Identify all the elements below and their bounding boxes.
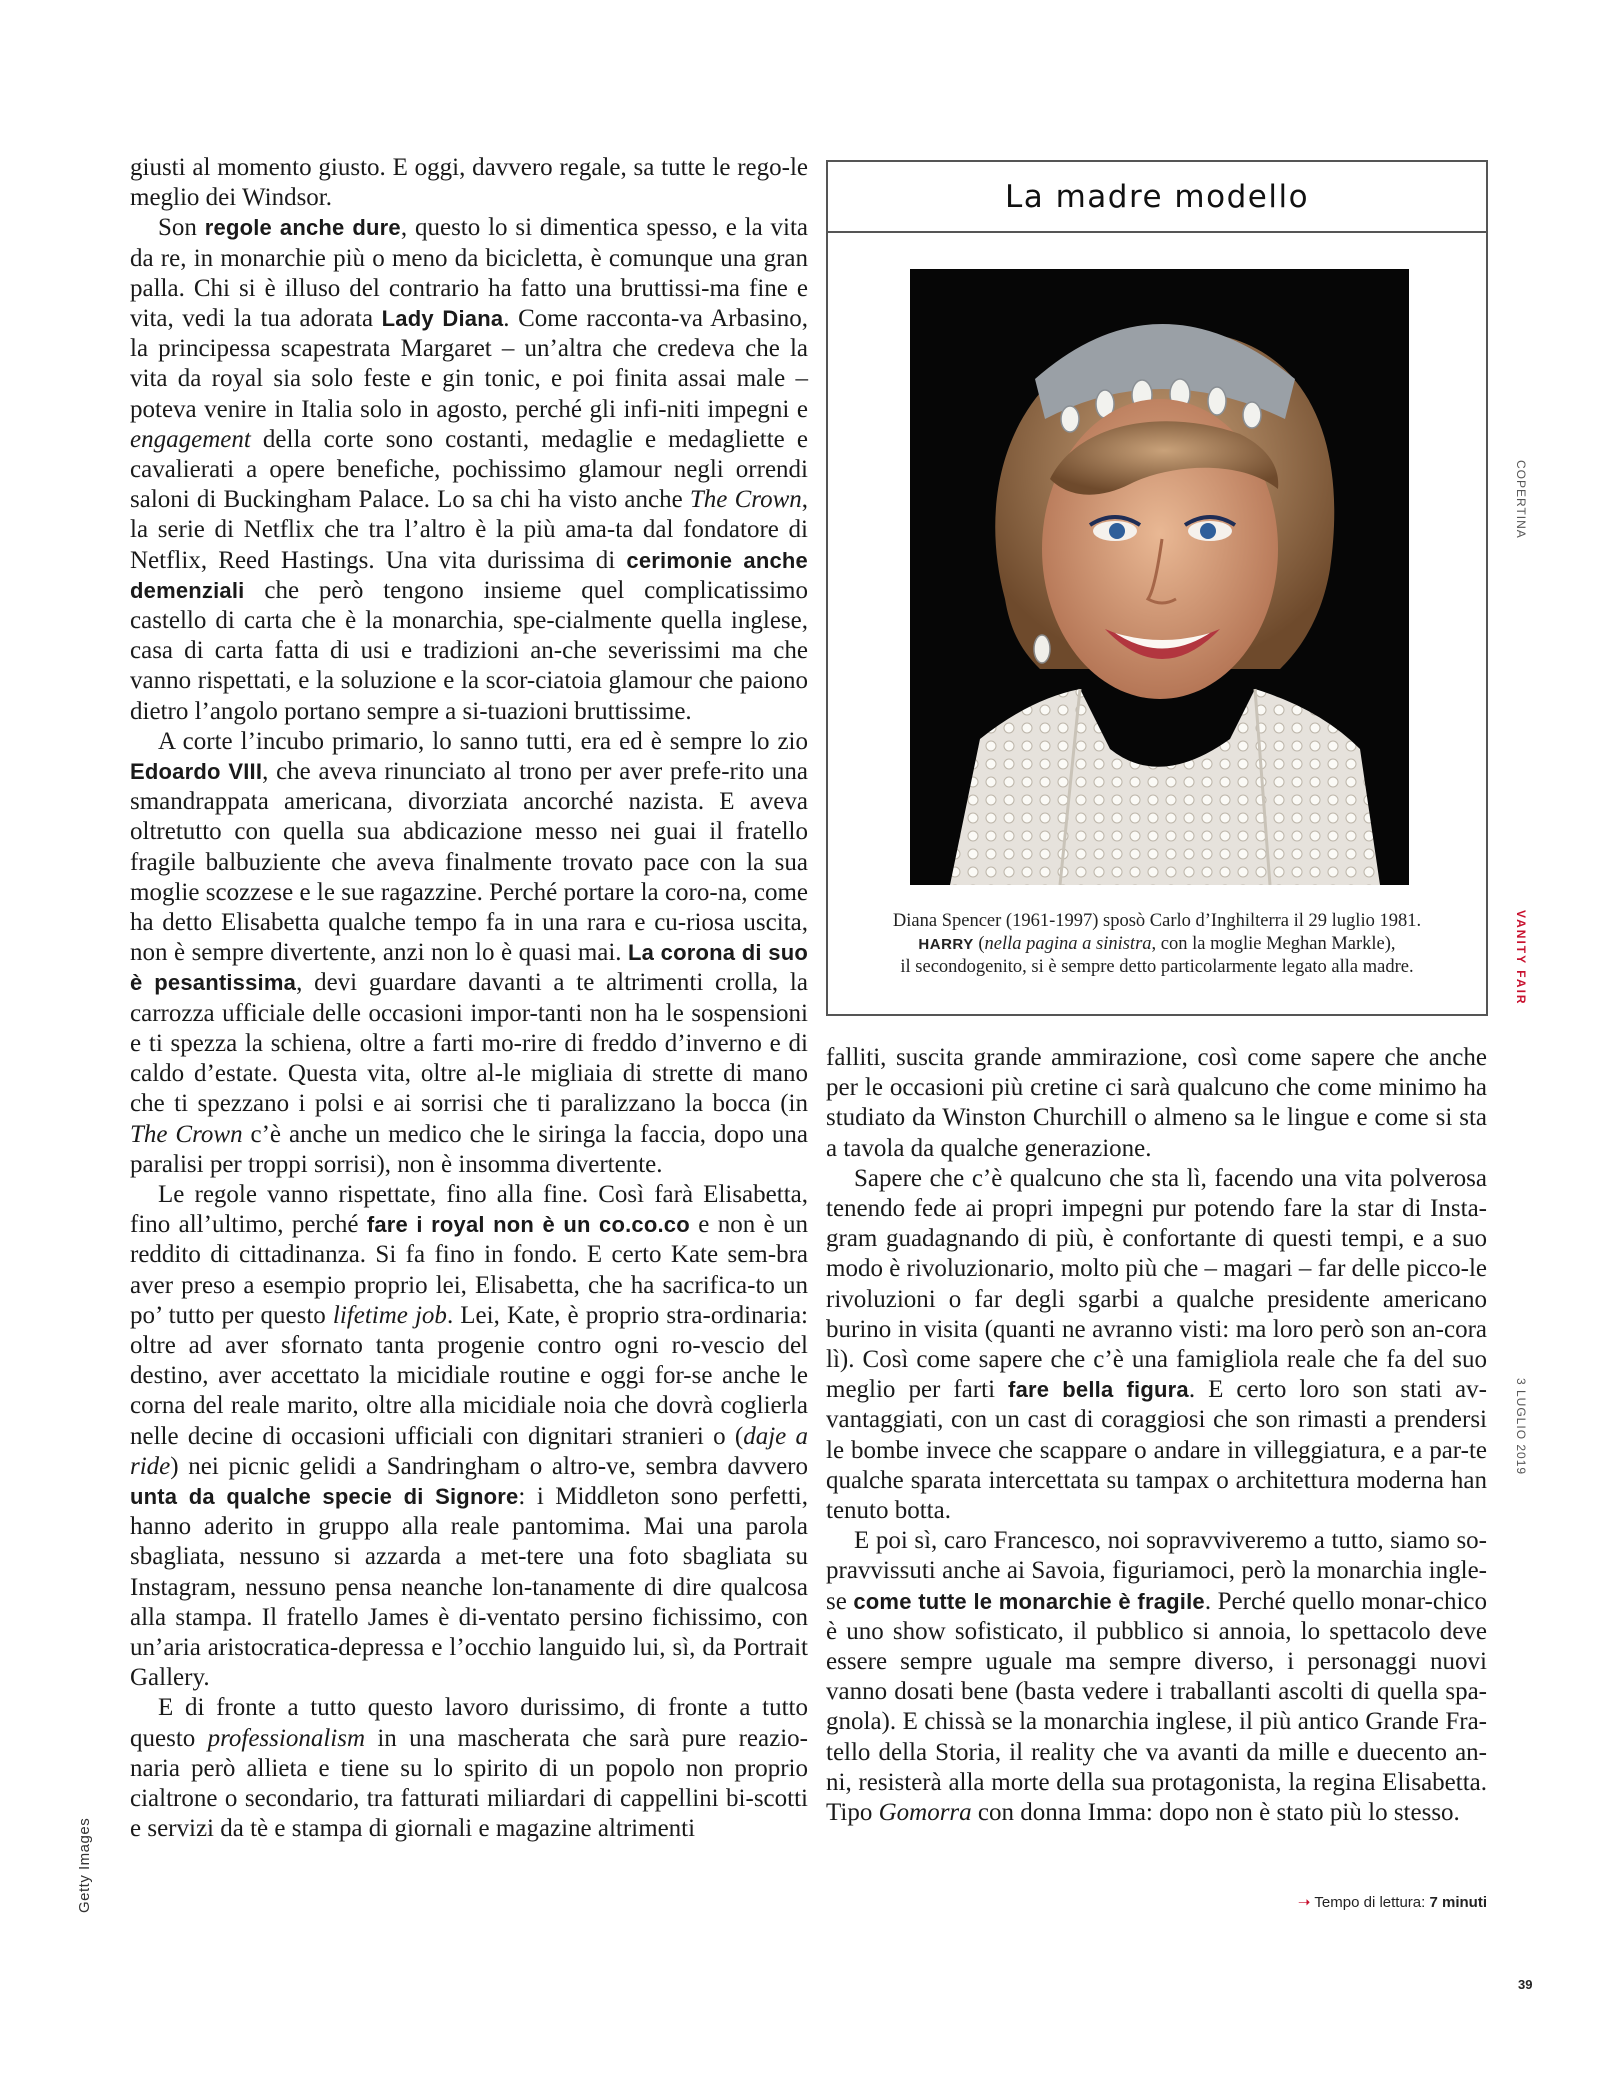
paragraph: E di fronte a tutto questo lavoro durissimo, di fronte a tutto questo professionalism in una mascherata che sarà pure reazio-naria però allieta e tiene su lo spirito di un popolo non proprio cialtrone o secondario, tra fatturati miliardari di cappellini bi-scotti e servizi da tè e stampa di giornali e magazine altrimenti [130, 1694, 808, 1843]
paragraph: giusti al momento giusto. E oggi, davvero regale, sa tutte le rego-le meglio dei Windsor. [130, 154, 808, 212]
paragraph: Le regole vanno rispettate, fino alla fine. Così farà Elisabetta, fino all’ultimo, perché fare i royal non è un co.co.co e non è un reddito di cittadinanza. Si fa fino in fondo. E certo Kate sem-bra aver preso a esempio proprio lei, Elisabetta, che ha sacrifica-to un po’ tutto per questo lifetime job. Lei, Kate, è proprio stra-ordinaria: oltre ad aver sfornato tanta progenie contro ogni ro-vescio del destino, aver accettato la micidiale routine e oggi for-se anche le corna del reale marito, oltre alla micidiale noia che dovrà coglierla nelle decine di occasioni ufficiali con dignitari stranieri o (daje a ride) nei picnic gelidi a Sandringham o altro-ve, sembra davvero unta da qualche specie di Signore: i Middleton sono perfetti, hanno aderito in gruppo alla reale pantomima. Mai una parola sbagliata, nessuno si azzarda a met-tere una foto sbagliata su Instagram, nessuno pensa neanche lon-tanamente di dire qualcosa alla stampa. Il fratello James è di-ventato persino fichissimo, con un’aria aristocratica-depressa e l’occhio languido lui, sì, da Portrait Gallery. [130, 1180, 809, 1692]
paragraph: falliti, suscita grande ammirazione, così come sapere che anche per le occasioni più cretine ci sarà qualcuno che come minimo ha studiato da Winston Churchill o almeno sa le lingue e come si sta a tavola da qualche generazione. [826, 1044, 1487, 1162]
box-title: La madre modello [828, 162, 1486, 233]
paragraph: Son regole anche dure, questo lo si dimentica spesso, e la vita da re, in monarchie più o meno da bicicletta, è comunque una gran palla. Chi si è illuso del contrario ha fatto una bruttissi-ma fine e vita, vedi la tua adorata Lady Diana. Come racconta-va Arbasino, la principessa scapestrata Margaret – un’altra che credeva che la vita da royal sia solo feste e gin tonic, e poi finita assai male – poteva venire in Italia solo in agosto, perché gli infi-niti impegni e engagement della corte sono costanti, medaglie e medagliette e cavalierati a opere benefiche, pochissimo glamour negli orrendi saloni di Buckingham Palace. Lo sa chi ha visto anche The Crown, la serie di Netflix che tra l’altro è la più ama-ta dal fondatore di Netflix, Reed Hastings. Una vita durissima di cerimonie anche demenziali che però tengono insieme quel complicatissimo castello di carta che è la monarchia, spe-cialmente quella inglese, casa di carta fatta di usi e tradizioni an-che severissimi ma che vanno rispettati, e la soluzione e la scor-ciatoia glamour che paiono dietro l’angolo portano sempre a si-tuazioni bruttissime. [130, 214, 809, 725]
page-number: 39 [1518, 1977, 1533, 1992]
highlight-phrase: cerimonie anche demenziali [130, 547, 808, 603]
issue-date: 3 LUGLIO 2019 [1514, 1378, 1528, 1476]
portrait-photo [910, 269, 1409, 885]
article-column-right [826, 1043, 1487, 1828]
article-column-left [130, 153, 808, 1844]
reading-time: ➝ Tempo di lettura: 7 minuti [1297, 1894, 1487, 1911]
sidebar-box [826, 160, 1488, 1016]
highlight-phrase: fare bella figura [1008, 1377, 1189, 1403]
highlight-phrase: fare i royal non è un co.co.co [366, 1212, 690, 1238]
highlight-phrase: Lady Diana [381, 306, 504, 332]
paragraph: A corte l’incubo primario, lo sanno tutti, era ed è sempre lo zio Edoardo VIII, che aveva rinunciato al trono per aver prefe-rito una smandrappata americana, divorziata ancorché nazista. E aveva oltretutto con quella sua abdicazione messo nei guai il fratello fragile balbuziente che aveva finalmente trovato pace con la sua moglie scozzese e le sue ragazzine. Perché portare la coro-na, come ha detto Elisabetta qualche tempo fa in una rara e cu-riosa uscita, non è sempre divertente, anzi non lo è quasi mai. La corona di suo è pesantissima, devi guardare davanti a te altrimenti crolla, la carrozza ufficiale delle occasioni impor-tanti non ha le sospensioni e ti spezza la schiena, oltre a farti mo-rire di freddo d’inverno e di caldo d’estate. Questa vita, oltre al-le migliaia di strette di mano che ti spezzano i polsi e ai sorrisi che ti paralizzano la bocca (in The Crown c’è anche un medico che le siringa la faccia, dopo una paralisi per troppi sorrisi), non è insomma divertente. [130, 727, 808, 1178]
paragraph: E poi sì, caro Francesco, noi sopravviveremo a tutto, siamo so-pravvissuti anche ai Savoia, figuriamoci, però la monarchia ingle-se come tutte le monarchie è fragile. Perché quello monar-chico è uno show sofisticato, il pubblico si annoia, lo spettacolo deve essere sempre uguale ma sempre diverso, i personaggi nuovi vanno dosati bene (basta vedere i traballanti ascolti di quella spa-gnola). E chissà se la monarchia inglese, il più antico Grande Fra-tello della Storia, il reality che va avanti da mille e duecento an-ni, resisterà alla morte della sua protagonista, la regina Elisabetta. Tipo Gomorra con donna Imma: dopo non è stato più lo stesso. [826, 1527, 1488, 1827]
magazine-label: VANITY FAIR [1514, 910, 1528, 1006]
paragraph: Sapere che c’è qualcuno che sta lì, facendo una vita polverosa tenendo fede ai propri impegni pur potendo fare la star di Insta-gram guadagnando di più, è confortante di questi tempi, e a suo modo è rivoluzionario, molto più che – magari – far delle picco-le rivoluzioni o far degli sgarbi a qualche presidente americano burino in visita (quanti ne avranno visti: ma loro però son an-cora lì). Così come sapere che c’è una famigliola reale che fa del suo meglio per farti fare bella figura. E certo loro son stati av-vantaggiati, con un cast di coraggiosi che son rimasti a prendersi le bombe invece che scappare o andare in villeggiatura, e a par-te qualche sparata intercettata su tampax o architettura moderna han tenuto botta. [826, 1164, 1487, 1525]
highlight-phrase: come tutte le monarchie è fragile [853, 1588, 1205, 1614]
arrow-right-icon: ➝ [1297, 1894, 1311, 1911]
photo-caption: Diana Spencer (1961-1997) sposò Carlo d’Inghilterra il 29 luglio 1981. HARRY (nella pagina a sinistra, con la moglie Meghan Markle), il secondogenito, si è sempre detto particolarmente legato alla madre. [892, 911, 1422, 977]
section-label: COPERTINA [1514, 460, 1528, 539]
portrait-illustration [910, 269, 1409, 885]
highlight-phrase: La corona di suo è pesantissima [130, 940, 808, 996]
highlight-phrase: unta da qualche specie di Signore [130, 1483, 519, 1509]
caption-name: HARRY [918, 936, 974, 953]
highlight-phrase: regole anche dure [204, 215, 401, 241]
photo-credit: Getty Images [76, 1817, 93, 1913]
highlight-phrase: Edoardo VIII [130, 759, 263, 785]
